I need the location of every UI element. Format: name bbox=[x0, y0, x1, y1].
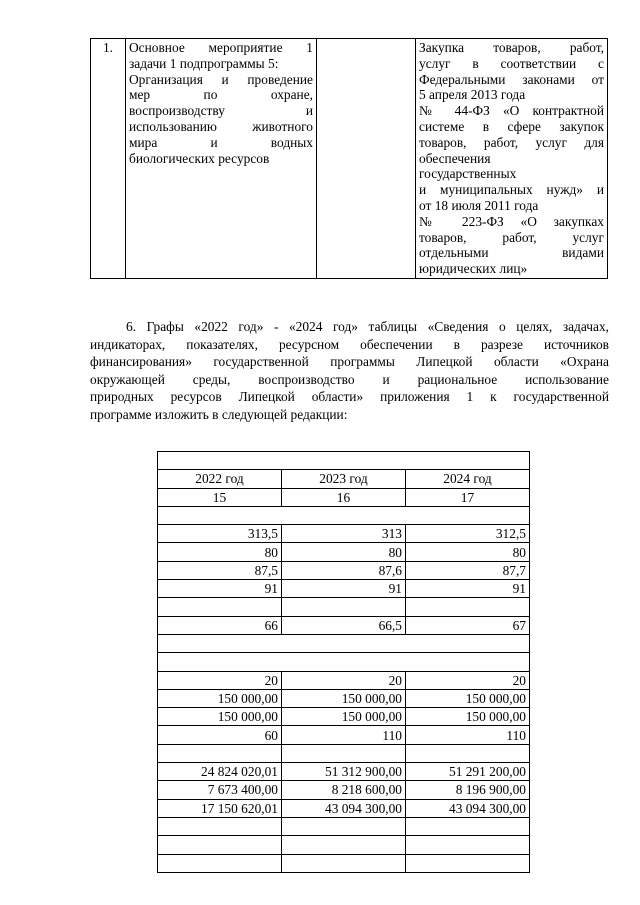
table-cell bbox=[158, 854, 282, 872]
table-cell: 313,5 bbox=[158, 525, 282, 543]
table-cell: 67 bbox=[406, 616, 530, 634]
column-header: 2022 год bbox=[158, 470, 282, 488]
table-row bbox=[158, 689, 530, 707]
table-cell: 24 824 020,01 bbox=[158, 763, 282, 781]
table-cell: 51 312 900,00 bbox=[282, 763, 406, 781]
table-cell: 150 000,00 bbox=[158, 708, 282, 726]
text-line: задачи 1 подпрограммы 5: bbox=[129, 55, 279, 71]
table-row bbox=[158, 452, 530, 470]
table-row bbox=[158, 616, 530, 634]
text-line: использованию животного bbox=[129, 118, 313, 134]
table-cell bbox=[158, 598, 282, 616]
table-row bbox=[158, 561, 530, 579]
table-cell bbox=[406, 854, 530, 872]
paragraph-line: финансирования» государственной программы Липецкой области «Охрана bbox=[90, 354, 609, 369]
table-row bbox=[158, 634, 530, 652]
header-row bbox=[158, 470, 530, 488]
table-row bbox=[158, 506, 530, 524]
text-line: от 18 июля 2011 года bbox=[419, 197, 539, 213]
paragraph-line: природных ресурсов Липецкой области» приложения 1 к государственной bbox=[90, 389, 609, 404]
column-number-row bbox=[158, 488, 530, 506]
table-cell: 150 000,00 bbox=[282, 689, 406, 707]
table-row bbox=[158, 598, 530, 616]
text-line: № 223-ФЗ «О закупках bbox=[419, 213, 604, 229]
paragraph-line: 6. Графы «2022 год» - «2024 год» таблицы «Сведения о целях, задачах, bbox=[126, 319, 609, 334]
table-row bbox=[158, 799, 530, 817]
table-cell: 51 291 200,00 bbox=[406, 763, 530, 781]
table-cell: 87,6 bbox=[282, 561, 406, 579]
column-number: 16 bbox=[282, 488, 406, 506]
column-number: 15 bbox=[158, 488, 282, 506]
column-header: 2023 год bbox=[282, 470, 406, 488]
table-row bbox=[158, 763, 530, 781]
table-cell: 313 bbox=[282, 525, 406, 543]
table-cell: 110 bbox=[282, 726, 406, 744]
table-cell: 20 bbox=[406, 671, 530, 689]
amendment-paragraph bbox=[90, 318, 609, 423]
text-line: воспроизводству и bbox=[129, 103, 313, 119]
table-cell: 312,5 bbox=[406, 525, 530, 543]
table-cell bbox=[282, 598, 406, 616]
text-line: товаров, работ, услуг для bbox=[419, 134, 604, 150]
table-row bbox=[158, 744, 530, 762]
text-line: системе в сфере закупок bbox=[419, 118, 604, 134]
table-cell: 91 bbox=[282, 580, 406, 598]
text-line: биологических ресурсов bbox=[129, 150, 270, 166]
paragraph-line: индикаторах, показателях, ресурсном обеспечении в разрезе источников bbox=[90, 336, 609, 352]
table-row bbox=[158, 671, 530, 689]
table-cell: 8 218 600,00 bbox=[282, 781, 406, 799]
table-cell bbox=[282, 817, 406, 835]
table-cell: 66 bbox=[158, 616, 282, 634]
table-cell bbox=[406, 744, 530, 762]
column-number: 17 bbox=[406, 488, 530, 506]
text-line: товаров, работ, услуг bbox=[419, 229, 604, 245]
event-description bbox=[126, 39, 317, 279]
table-cell: 17 150 620,01 bbox=[158, 799, 282, 817]
text-line: № 44-ФЗ «О контрактной bbox=[419, 103, 604, 119]
table-cell bbox=[406, 836, 530, 854]
table-cell bbox=[158, 817, 282, 835]
table-cell: 150 000,00 bbox=[158, 689, 282, 707]
text-line: отдельными видами bbox=[419, 245, 604, 261]
table-row bbox=[158, 580, 530, 598]
table-cell: 60 bbox=[158, 726, 282, 744]
text-line: мира и водных bbox=[129, 134, 313, 150]
table-cell: 7 673 400,00 bbox=[158, 781, 282, 799]
table-cell: 43 094 300,00 bbox=[406, 799, 530, 817]
table-cell: 20 bbox=[282, 671, 406, 689]
table-row bbox=[158, 726, 530, 744]
table-cell: 87,5 bbox=[158, 561, 282, 579]
table-row bbox=[158, 708, 530, 726]
empty-cell bbox=[317, 39, 416, 279]
text-line: 5 апреля 2013 года bbox=[419, 87, 526, 103]
row-number: 1. bbox=[91, 39, 126, 279]
legal-basis bbox=[416, 39, 608, 279]
table-cell bbox=[158, 452, 530, 470]
table-cell bbox=[158, 506, 530, 524]
funding-table bbox=[157, 451, 530, 873]
table-cell: 87,7 bbox=[406, 561, 530, 579]
activity-table bbox=[90, 38, 608, 279]
table-cell: 43 094 300,00 bbox=[282, 799, 406, 817]
table-cell: 110 bbox=[406, 726, 530, 744]
text-line: Основное мероприятие 1 bbox=[129, 40, 313, 55]
table-cell: 80 bbox=[282, 543, 406, 561]
table-cell: 66,5 bbox=[282, 616, 406, 634]
table-cell bbox=[158, 653, 530, 671]
table-row bbox=[158, 836, 530, 854]
table-cell: 91 bbox=[406, 580, 530, 598]
table-cell bbox=[158, 634, 530, 652]
text-line: государственных bbox=[419, 166, 517, 182]
table-cell: 150 000,00 bbox=[406, 689, 530, 707]
table-row bbox=[158, 543, 530, 561]
table-cell: 20 bbox=[158, 671, 282, 689]
text-line: Федеральными законами от bbox=[419, 71, 604, 87]
table-row bbox=[158, 854, 530, 872]
paragraph-line: программе изложить в следующей редакции: bbox=[90, 406, 348, 422]
table-cell bbox=[282, 854, 406, 872]
table-cell bbox=[158, 836, 282, 854]
text-line: услуг в соответствии с bbox=[419, 55, 604, 71]
table-cell bbox=[282, 836, 406, 854]
text-line: обеспечения bbox=[419, 150, 491, 166]
table-cell: 91 bbox=[158, 580, 282, 598]
table-row bbox=[158, 653, 530, 671]
table-cell: 80 bbox=[406, 543, 530, 561]
table-row bbox=[91, 39, 608, 279]
text-line: и муниципальных нужд» и bbox=[419, 182, 604, 198]
text-line: юридических лиц» bbox=[419, 261, 528, 277]
paragraph-line: окружающей среды, воспроизводство и рациональное использование bbox=[90, 371, 609, 387]
table-row bbox=[158, 781, 530, 799]
text-line: Закупка товаров, работ, bbox=[419, 40, 604, 55]
table-row bbox=[158, 817, 530, 835]
table-cell: 80 bbox=[158, 543, 282, 561]
text-line: Организация и проведение bbox=[129, 71, 313, 87]
table-cell: 150 000,00 bbox=[282, 708, 406, 726]
column-header: 2024 год bbox=[406, 470, 530, 488]
table-row bbox=[158, 525, 530, 543]
table-cell bbox=[282, 744, 406, 762]
table-cell bbox=[406, 817, 530, 835]
table-cell bbox=[158, 744, 282, 762]
table-cell: 150 000,00 bbox=[406, 708, 530, 726]
text-line: мер по охране, bbox=[129, 87, 313, 103]
table-cell bbox=[406, 598, 530, 616]
table-cell: 8 196 900,00 bbox=[406, 781, 530, 799]
